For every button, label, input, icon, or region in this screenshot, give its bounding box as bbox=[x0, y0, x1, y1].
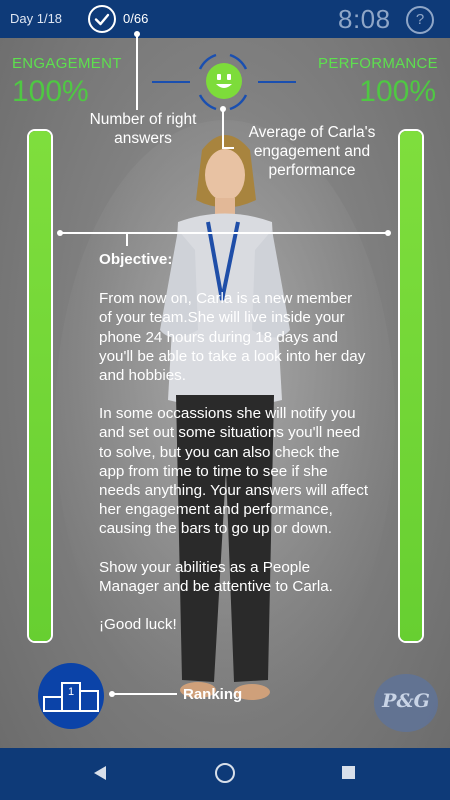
right-answers-annotation: Number of right answers bbox=[89, 111, 197, 147]
objective-paragraph-1: From now on, Carla is a new member of your team.She will live inside your phone 24 hours during 18 days and you'll be able to take a look into her day and hobbies. bbox=[99, 290, 366, 385]
back-icon[interactable] bbox=[93, 765, 107, 781]
divider-dot-right bbox=[385, 230, 391, 236]
engagement-value: 100% bbox=[12, 75, 89, 108]
mood-line-right bbox=[258, 81, 296, 83]
divider-tick bbox=[126, 234, 128, 246]
home-icon[interactable] bbox=[215, 763, 235, 783]
objective-title: Objective: bbox=[99, 251, 173, 268]
mood-line-left bbox=[152, 81, 190, 83]
clock: 8:08 bbox=[338, 4, 391, 34]
divider-line bbox=[60, 232, 388, 234]
day-counter: Day 1/18 bbox=[10, 11, 63, 26]
smiley-face-icon bbox=[206, 63, 242, 99]
average-pointer-line bbox=[222, 110, 224, 148]
objective-panel bbox=[99, 250, 369, 653]
podium-icon bbox=[38, 663, 104, 729]
performance-bar-fill bbox=[400, 131, 422, 641]
help-button[interactable]: ? bbox=[406, 6, 434, 34]
engagement-label: ENGAGEMENT bbox=[12, 55, 122, 72]
podium-number: 1 bbox=[67, 686, 75, 698]
ranking-label: Ranking bbox=[183, 686, 243, 703]
performance-value: 100% bbox=[359, 75, 436, 108]
average-annotation: Average of Carla's engagement and performance bbox=[248, 124, 376, 179]
right-answers-count: 0/66 bbox=[123, 11, 149, 26]
objective-paragraph-4: ¡Good luck! bbox=[99, 616, 177, 634]
objective-paragraph-2: In some occassions she will notify you and set out some situations you'll need to solve, but you can also check the app from time to time to see if she needs anything. Your answers will affect her engagement and performance, causing the bars to go up or down. bbox=[99, 405, 369, 538]
check-icon bbox=[88, 5, 116, 33]
ranking-pointer-line bbox=[113, 693, 177, 695]
performance-label: PERFORMANCE bbox=[318, 55, 438, 72]
engagement-bar bbox=[27, 129, 53, 643]
engagement-bar-fill bbox=[29, 131, 51, 641]
answers-pointer-line bbox=[136, 34, 138, 110]
pg-logo-text: P&G bbox=[382, 690, 430, 712]
objective-paragraph-3: Show your abilities as a People Manager and be attentive to Carla. bbox=[99, 558, 333, 595]
performance-bar bbox=[398, 129, 424, 643]
ranking-button[interactable] bbox=[38, 663, 104, 729]
recent-apps-icon[interactable] bbox=[342, 766, 355, 779]
